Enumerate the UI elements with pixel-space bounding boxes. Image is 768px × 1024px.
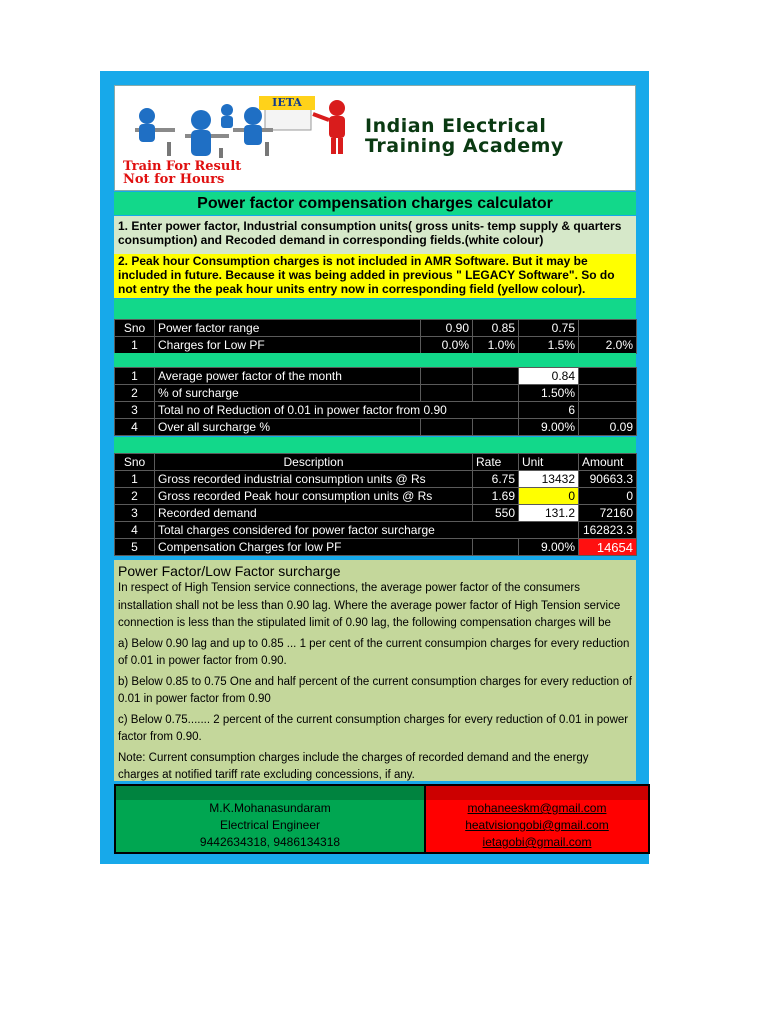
pf-row-charge-090: 0.0% (421, 337, 473, 354)
academy-header (114, 85, 636, 191)
separator-strip (114, 299, 636, 319)
academy-logo (115, 86, 355, 190)
overall-surcharge-fraction: 0.09 (579, 419, 637, 436)
table-row (115, 471, 637, 488)
charges-description: Compensation Charges for low PF (155, 539, 473, 556)
surcharge-sno: 1 (115, 368, 155, 385)
author-role: Electrical Engineer (219, 818, 321, 832)
pf-row-sno: 1 (115, 337, 155, 354)
surcharge-extra (579, 368, 637, 385)
empty-cell (421, 385, 473, 402)
compensation-percent: 9.00% (519, 539, 579, 556)
instruction-step-1: 1. Enter power factor, Industrial consumption units( gross units- temp supply & quarters consumption) and Recoded demand in corresponding fields.(white colour) (114, 216, 636, 254)
charges-description: Gross recorded industrial consumption units @ Rs (155, 471, 473, 488)
charges-header-row (115, 454, 637, 471)
compensation-charges-result: 14654 (579, 539, 637, 556)
notes-item-a: a) Below 0.90 lag and up to 0.85 ... 1 per cent of the current consumpion charges for every reduction of 0.01 in power factor from 0.90. (118, 637, 630, 667)
pf-row-charge-085: 1.0% (473, 337, 519, 354)
reduction-count-value: 6 (519, 402, 579, 419)
table-row (115, 522, 637, 539)
charges-sno: 1 (115, 471, 155, 488)
email-block (424, 786, 648, 852)
surcharge-sno: 3 (115, 402, 155, 419)
charges-amount: 72160 (579, 505, 637, 522)
pf-range-header-row (115, 320, 637, 337)
charges-header-unit: Unit (519, 454, 579, 471)
separator-strip (114, 437, 636, 453)
surcharge-label: Over all surcharge % (155, 419, 421, 436)
charges-description: Recorded demand (155, 505, 473, 522)
pf-range-charges-row (115, 337, 637, 354)
empty-cell (473, 419, 519, 436)
charges-header-sno: Sno (115, 454, 155, 471)
pf-row-charge-075: 1.5% (519, 337, 579, 354)
pf-row-label: Charges for Low PF (155, 337, 421, 354)
surcharge-extra (579, 402, 637, 419)
charges-header-description: Description (155, 454, 473, 471)
charges-sno: 2 (115, 488, 155, 505)
charges-header-rate: Rate (473, 454, 519, 471)
email-link-3[interactable]: ietagobi@gmail.com (482, 835, 592, 849)
notes-footnote: Note: Current consumption charges include the charges of recorded demand and the energy charges at notified tariff rate excluding concessions, if any. (118, 751, 589, 781)
charges-sno: 5 (115, 539, 155, 556)
charges-sno: 4 (115, 522, 155, 539)
charges-description: Gross recorded Peak hour consumption units @ Rs (155, 488, 473, 505)
academy-name-line-1: Indian Electrical (365, 115, 547, 137)
surcharge-label: Average power factor of the month (155, 368, 421, 385)
charges-header-amount: Amount (579, 454, 637, 471)
ieta-badge: IETA (259, 96, 315, 110)
table-row (115, 402, 637, 419)
pf-header-075: 0.75 (519, 320, 579, 337)
overall-surcharge-value: 9.00% (519, 419, 579, 436)
academy-name-line-2: Training Academy (365, 135, 564, 157)
email-block-bar (426, 786, 648, 800)
pf-header-sno: Sno (115, 320, 155, 337)
email-links (426, 800, 648, 851)
table-row (115, 385, 637, 402)
pf-range-table (114, 319, 637, 354)
pf-header-empty (579, 320, 637, 337)
table-row (115, 419, 637, 436)
tagline-line-2: Not for Hours (123, 172, 225, 187)
surcharge-percent-value: 1.50% (519, 385, 579, 402)
empty-cell (421, 419, 473, 436)
instruction-step-2: 2. Peak hour Consumption charges is not included in AMR Software. But it may be included in future. Because it was being added in previous " LEGACY Software". So do not entry the the peak hour units entry now in corresponding field (yellow colour). (114, 254, 636, 298)
charges-rate (473, 539, 519, 556)
industrial-units-input[interactable]: 13432 (519, 471, 579, 488)
page-title: Power factor compensation charges calculator (114, 192, 636, 215)
notes-item-b: b) Below 0.85 to 0.75 One and half percent of the current consumption charges for every reduction of 0.01 in power factor from 0.90 (118, 675, 632, 705)
surcharge-sno: 2 (115, 385, 155, 402)
pf-header-090: 0.90 (421, 320, 473, 337)
table-row (115, 505, 637, 522)
author-block-bar (116, 786, 424, 800)
charges-description: Total charges considered for power factor surcharge (155, 522, 579, 539)
empty-cell (421, 368, 473, 385)
email-link-1[interactable]: mohaneeskm@gmail.com (467, 801, 607, 815)
surcharge-table (114, 367, 637, 436)
author-name: M.K.Mohanasundaram (209, 801, 331, 815)
academy-tagline (123, 160, 241, 186)
total-charges-amount: 162823.3 (579, 522, 637, 539)
pf-header-085: 0.85 (473, 320, 519, 337)
charges-sno: 3 (115, 505, 155, 522)
peak-hour-units-input[interactable]: 0 (519, 488, 579, 505)
table-row (115, 488, 637, 505)
charges-rate: 550 (473, 505, 519, 522)
academy-name (365, 116, 564, 156)
email-link-2[interactable]: heatvisiongobi@gmail.com (465, 818, 609, 832)
table-row (115, 368, 637, 385)
surcharge-sno: 4 (115, 419, 155, 436)
charges-amount: 0 (579, 488, 637, 505)
surcharge-extra (579, 385, 637, 402)
pf-header-range: Power factor range (155, 320, 421, 337)
contact-footer (114, 784, 650, 854)
charges-table (114, 453, 637, 556)
notes-heading: Power Factor/Low Factor surcharge (118, 563, 341, 579)
author-phones: 9442634318, 9486134318 (199, 835, 341, 849)
surcharge-label: Total no of Reduction of 0.01 in power factor from 0.90 (155, 402, 519, 419)
author-details (116, 800, 424, 851)
table-row (115, 539, 637, 556)
separator-strip (114, 353, 636, 367)
average-power-factor-input[interactable]: 0.84 (519, 368, 579, 385)
calculator-sheet (100, 71, 649, 864)
notes-item-c: c) Below 0.75....... 2 percent of the current consumption charges for every reduction of 0.01 in power factor from 0.90. (118, 713, 629, 743)
recorded-demand-input[interactable]: 131.2 (519, 505, 579, 522)
author-block (116, 786, 424, 852)
charges-amount: 90663.3 (579, 471, 637, 488)
tagline-line-1: Train For Result (123, 159, 242, 174)
surcharge-notes (114, 560, 636, 781)
charges-rate: 1.69 (473, 488, 519, 505)
notes-intro: In respect of High Tension service connections, the average power factor of the consumers installation shall not be less than 0.90 lag. Where the average power factor of High Tension service connection is less than the stipulated limit of 0.90 lag, the following compensation charges will be (118, 582, 621, 629)
pf-row-charge-below: 2.0% (579, 337, 637, 354)
empty-cell (473, 368, 519, 385)
charges-rate: 6.75 (473, 471, 519, 488)
empty-cell (473, 385, 519, 402)
surcharge-label: % of surcharge (155, 385, 421, 402)
